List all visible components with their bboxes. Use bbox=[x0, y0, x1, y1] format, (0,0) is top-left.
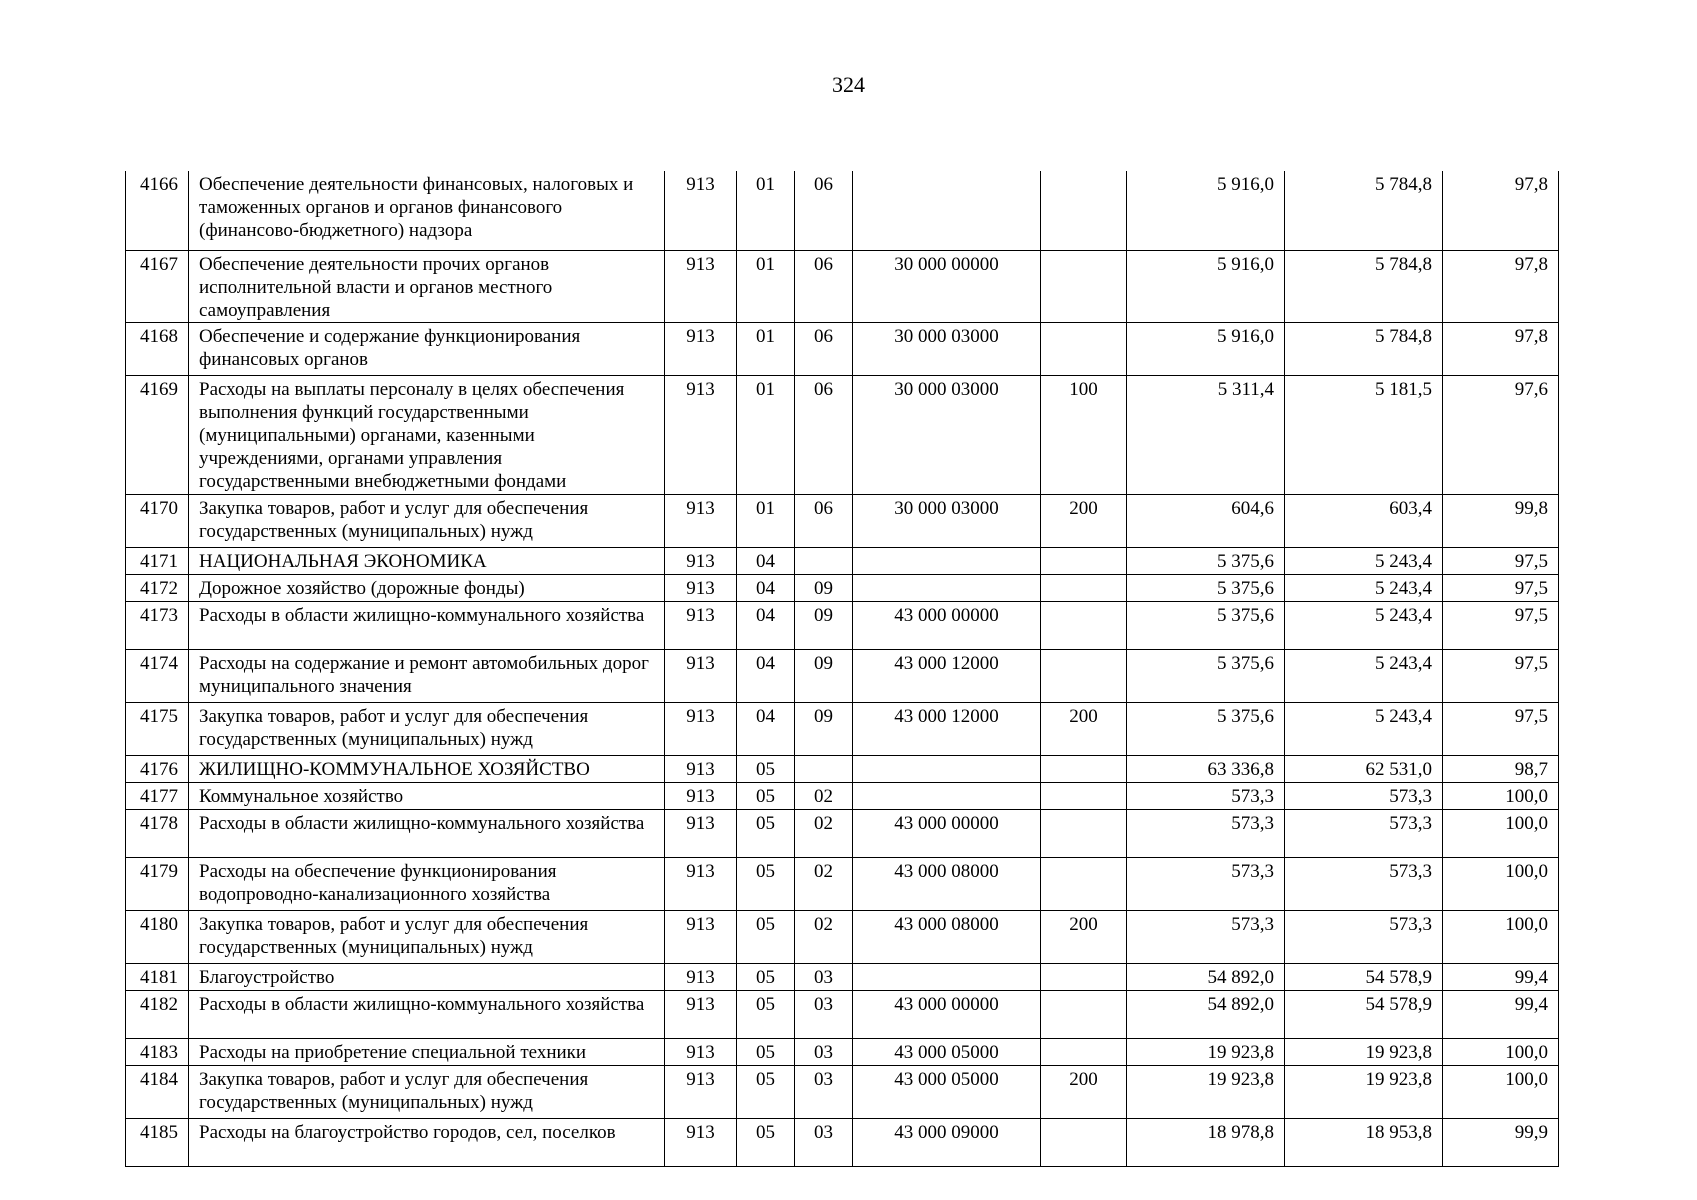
table-row bbox=[126, 1038, 1559, 1065]
row-number-cell: 4174 bbox=[126, 649, 189, 702]
target-item-code-cell: 43 000 12000 bbox=[853, 649, 1041, 702]
table-row bbox=[126, 910, 1559, 963]
target-item-code-cell: 43 000 00000 bbox=[853, 601, 1041, 649]
subsection-code-cell: 02 bbox=[795, 857, 853, 910]
row-number-cell: 4176 bbox=[126, 755, 189, 782]
subsection-code-cell: 06 bbox=[795, 322, 853, 375]
department-code-cell: 913 bbox=[665, 494, 737, 547]
executed-amount-cell: 19 923,8 bbox=[1285, 1038, 1443, 1065]
planned-amount-cell: 5 311,4 bbox=[1127, 375, 1285, 494]
target-item-code-cell: 43 000 12000 bbox=[853, 702, 1041, 755]
row-number-cell: 4183 bbox=[126, 1038, 189, 1065]
department-code-cell: 913 bbox=[665, 809, 737, 857]
department-code-cell: 913 bbox=[665, 250, 737, 322]
table-row bbox=[126, 574, 1559, 601]
planned-amount-cell: 5 375,6 bbox=[1127, 649, 1285, 702]
executed-amount-cell: 573,3 bbox=[1285, 809, 1443, 857]
section-code-cell: 05 bbox=[737, 990, 795, 1038]
execution-percent-cell: 100,0 bbox=[1443, 782, 1559, 809]
item-name-cell: Закупка товаров, работ и услуг для обеспечения государственных (муниципальных) нужд bbox=[189, 702, 665, 755]
subsection-code-cell: 03 bbox=[795, 963, 853, 990]
planned-amount-cell: 5 916,0 bbox=[1127, 322, 1285, 375]
expense-type-code-cell bbox=[1041, 649, 1127, 702]
subsection-code-cell: 09 bbox=[795, 601, 853, 649]
section-code-cell: 01 bbox=[737, 375, 795, 494]
subsection-code-cell: 06 bbox=[795, 494, 853, 547]
section-code-cell: 05 bbox=[737, 782, 795, 809]
subsection-code-cell: 09 bbox=[795, 574, 853, 601]
department-code-cell: 913 bbox=[665, 1038, 737, 1065]
execution-percent-cell: 97,8 bbox=[1443, 171, 1559, 250]
table-row bbox=[126, 1118, 1559, 1166]
section-code-cell: 05 bbox=[737, 1118, 795, 1166]
item-name-cell: Расходы в области жилищно-коммунального хозяйства bbox=[189, 809, 665, 857]
section-code-cell: 01 bbox=[737, 171, 795, 250]
execution-percent-cell: 97,5 bbox=[1443, 547, 1559, 574]
department-code-cell: 913 bbox=[665, 375, 737, 494]
target-item-code-cell bbox=[853, 171, 1041, 250]
target-item-code-cell: 30 000 00000 bbox=[853, 250, 1041, 322]
item-name-cell: НАЦИОНАЛЬНАЯ ЭКОНОМИКА bbox=[189, 547, 665, 574]
planned-amount-cell: 604,6 bbox=[1127, 494, 1285, 547]
executed-amount-cell: 5 784,8 bbox=[1285, 250, 1443, 322]
target-item-code-cell: 30 000 03000 bbox=[853, 375, 1041, 494]
budget-table bbox=[125, 171, 1559, 1167]
department-code-cell: 913 bbox=[665, 782, 737, 809]
executed-amount-cell: 5 243,4 bbox=[1285, 601, 1443, 649]
planned-amount-cell: 5 916,0 bbox=[1127, 250, 1285, 322]
table-row bbox=[126, 857, 1559, 910]
target-item-code-cell bbox=[853, 782, 1041, 809]
planned-amount-cell: 19 923,8 bbox=[1127, 1065, 1285, 1118]
execution-percent-cell: 97,5 bbox=[1443, 649, 1559, 702]
execution-percent-cell: 99,9 bbox=[1443, 1118, 1559, 1166]
target-item-code-cell: 43 000 05000 bbox=[853, 1065, 1041, 1118]
section-code-cell: 01 bbox=[737, 494, 795, 547]
execution-percent-cell: 97,5 bbox=[1443, 702, 1559, 755]
item-name-cell: Расходы в области жилищно-коммунального хозяйства bbox=[189, 601, 665, 649]
department-code-cell: 913 bbox=[665, 963, 737, 990]
table-row bbox=[126, 601, 1559, 649]
executed-amount-cell: 5 243,4 bbox=[1285, 547, 1443, 574]
subsection-code-cell: 03 bbox=[795, 990, 853, 1038]
item-name-cell: ЖИЛИЩНО-КОММУНАЛЬНОЕ ХОЗЯЙСТВО bbox=[189, 755, 665, 782]
table-row bbox=[126, 171, 1559, 250]
section-code-cell: 05 bbox=[737, 963, 795, 990]
table-body bbox=[126, 171, 1559, 1166]
target-item-code-cell: 43 000 00000 bbox=[853, 990, 1041, 1038]
planned-amount-cell: 5 916,0 bbox=[1127, 171, 1285, 250]
section-code-cell: 05 bbox=[737, 809, 795, 857]
target-item-code-cell bbox=[853, 574, 1041, 601]
execution-percent-cell: 100,0 bbox=[1443, 1038, 1559, 1065]
section-code-cell: 05 bbox=[737, 857, 795, 910]
table-row bbox=[126, 322, 1559, 375]
subsection-code-cell: 06 bbox=[795, 375, 853, 494]
planned-amount-cell: 18 978,8 bbox=[1127, 1118, 1285, 1166]
row-number-cell: 4180 bbox=[126, 910, 189, 963]
expense-type-code-cell bbox=[1041, 963, 1127, 990]
item-name-cell: Обеспечение деятельности финансовых, налоговых и таможенных органов и органов финансового (финансово-бюджетного) надзора bbox=[189, 171, 665, 250]
expense-type-code-cell: 200 bbox=[1041, 702, 1127, 755]
section-code-cell: 04 bbox=[737, 702, 795, 755]
subsection-code-cell: 03 bbox=[795, 1038, 853, 1065]
expense-type-code-cell: 200 bbox=[1041, 910, 1127, 963]
executed-amount-cell: 5 243,4 bbox=[1285, 649, 1443, 702]
execution-percent-cell: 99,4 bbox=[1443, 990, 1559, 1038]
item-name-cell: Благоустройство bbox=[189, 963, 665, 990]
executed-amount-cell: 5 784,8 bbox=[1285, 322, 1443, 375]
planned-amount-cell: 573,3 bbox=[1127, 910, 1285, 963]
item-name-cell: Закупка товаров, работ и услуг для обеспечения государственных (муниципальных) нужд bbox=[189, 910, 665, 963]
target-item-code-cell: 43 000 05000 bbox=[853, 1038, 1041, 1065]
row-number-cell: 4171 bbox=[126, 547, 189, 574]
subsection-code-cell: 03 bbox=[795, 1065, 853, 1118]
section-code-cell: 04 bbox=[737, 574, 795, 601]
planned-amount-cell: 5 375,6 bbox=[1127, 702, 1285, 755]
section-code-cell: 04 bbox=[737, 601, 795, 649]
subsection-code-cell: 06 bbox=[795, 250, 853, 322]
table-row bbox=[126, 494, 1559, 547]
expense-type-code-cell bbox=[1041, 857, 1127, 910]
target-item-code-cell bbox=[853, 755, 1041, 782]
target-item-code-cell: 43 000 00000 bbox=[853, 809, 1041, 857]
table-row bbox=[126, 250, 1559, 322]
expense-type-code-cell bbox=[1041, 547, 1127, 574]
row-number-cell: 4179 bbox=[126, 857, 189, 910]
execution-percent-cell: 100,0 bbox=[1443, 809, 1559, 857]
department-code-cell: 913 bbox=[665, 702, 737, 755]
planned-amount-cell: 54 892,0 bbox=[1127, 963, 1285, 990]
row-number-cell: 4166 bbox=[126, 171, 189, 250]
row-number-cell: 4182 bbox=[126, 990, 189, 1038]
expense-type-code-cell bbox=[1041, 1118, 1127, 1166]
department-code-cell: 913 bbox=[665, 857, 737, 910]
planned-amount-cell: 54 892,0 bbox=[1127, 990, 1285, 1038]
planned-amount-cell: 573,3 bbox=[1127, 809, 1285, 857]
expense-type-code-cell bbox=[1041, 250, 1127, 322]
department-code-cell: 913 bbox=[665, 547, 737, 574]
execution-percent-cell: 100,0 bbox=[1443, 857, 1559, 910]
expense-type-code-cell: 100 bbox=[1041, 375, 1127, 494]
subsection-code-cell: 03 bbox=[795, 1118, 853, 1166]
row-number-cell: 4168 bbox=[126, 322, 189, 375]
item-name-cell: Дорожное хозяйство (дорожные фонды) bbox=[189, 574, 665, 601]
execution-percent-cell: 97,8 bbox=[1443, 322, 1559, 375]
department-code-cell: 913 bbox=[665, 601, 737, 649]
section-code-cell: 01 bbox=[737, 322, 795, 375]
subsection-code-cell: 09 bbox=[795, 649, 853, 702]
target-item-code-cell: 30 000 03000 bbox=[853, 494, 1041, 547]
target-item-code-cell: 43 000 08000 bbox=[853, 857, 1041, 910]
subsection-code-cell bbox=[795, 755, 853, 782]
execution-percent-cell: 99,8 bbox=[1443, 494, 1559, 547]
item-name-cell: Расходы на выплаты персоналу в целях обеспечения выполнения функций государственными (муниципальными) органами, казенными учреждениями, органами управления государственными внебюджетными фондами bbox=[189, 375, 665, 494]
table-row bbox=[126, 755, 1559, 782]
target-item-code-cell bbox=[853, 963, 1041, 990]
row-number-cell: 4181 bbox=[126, 963, 189, 990]
item-name-cell: Расходы на обеспечение функционирования водопроводно-канализационного хозяйства bbox=[189, 857, 665, 910]
planned-amount-cell: 573,3 bbox=[1127, 782, 1285, 809]
table-row bbox=[126, 809, 1559, 857]
planned-amount-cell: 19 923,8 bbox=[1127, 1038, 1285, 1065]
subsection-code-cell: 09 bbox=[795, 702, 853, 755]
execution-percent-cell: 97,5 bbox=[1443, 574, 1559, 601]
department-code-cell: 913 bbox=[665, 322, 737, 375]
department-code-cell: 913 bbox=[665, 1065, 737, 1118]
row-number-cell: 4173 bbox=[126, 601, 189, 649]
planned-amount-cell: 5 375,6 bbox=[1127, 574, 1285, 601]
executed-amount-cell: 18 953,8 bbox=[1285, 1118, 1443, 1166]
expense-type-code-cell bbox=[1041, 1038, 1127, 1065]
department-code-cell: 913 bbox=[665, 910, 737, 963]
department-code-cell: 913 bbox=[665, 990, 737, 1038]
subsection-code-cell: 02 bbox=[795, 809, 853, 857]
expense-type-code-cell: 200 bbox=[1041, 494, 1127, 547]
item-name-cell: Расходы на благоустройство городов, сел, поселков bbox=[189, 1118, 665, 1166]
table-row bbox=[126, 963, 1559, 990]
planned-amount-cell: 5 375,6 bbox=[1127, 547, 1285, 574]
section-code-cell: 04 bbox=[737, 547, 795, 574]
execution-percent-cell: 97,6 bbox=[1443, 375, 1559, 494]
executed-amount-cell: 573,3 bbox=[1285, 910, 1443, 963]
item-name-cell: Расходы на приобретение специальной техники bbox=[189, 1038, 665, 1065]
planned-amount-cell: 63 336,8 bbox=[1127, 755, 1285, 782]
execution-percent-cell: 100,0 bbox=[1443, 1065, 1559, 1118]
table-row bbox=[126, 782, 1559, 809]
executed-amount-cell: 54 578,9 bbox=[1285, 963, 1443, 990]
department-code-cell: 913 bbox=[665, 171, 737, 250]
table-row bbox=[126, 547, 1559, 574]
row-number-cell: 4169 bbox=[126, 375, 189, 494]
expense-type-code-cell bbox=[1041, 755, 1127, 782]
target-item-code-cell: 30 000 03000 bbox=[853, 322, 1041, 375]
table-row bbox=[126, 375, 1559, 494]
executed-amount-cell: 603,4 bbox=[1285, 494, 1443, 547]
expense-type-code-cell bbox=[1041, 809, 1127, 857]
item-name-cell: Коммунальное хозяйство bbox=[189, 782, 665, 809]
execution-percent-cell: 97,8 bbox=[1443, 250, 1559, 322]
department-code-cell: 913 bbox=[665, 755, 737, 782]
section-code-cell: 05 bbox=[737, 1038, 795, 1065]
department-code-cell: 913 bbox=[665, 574, 737, 601]
department-code-cell: 913 bbox=[665, 649, 737, 702]
item-name-cell: Обеспечение и содержание функционирования финансовых органов bbox=[189, 322, 665, 375]
executed-amount-cell: 573,3 bbox=[1285, 857, 1443, 910]
table-row bbox=[126, 990, 1559, 1038]
item-name-cell: Закупка товаров, работ и услуг для обеспечения государственных (муниципальных) нужд bbox=[189, 1065, 665, 1118]
executed-amount-cell: 5 243,4 bbox=[1285, 702, 1443, 755]
executed-amount-cell: 5 181,5 bbox=[1285, 375, 1443, 494]
table-row bbox=[126, 649, 1559, 702]
subsection-code-cell: 06 bbox=[795, 171, 853, 250]
row-number-cell: 4167 bbox=[126, 250, 189, 322]
executed-amount-cell: 573,3 bbox=[1285, 782, 1443, 809]
section-code-cell: 05 bbox=[737, 910, 795, 963]
table-row bbox=[126, 1065, 1559, 1118]
section-code-cell: 05 bbox=[737, 1065, 795, 1118]
target-item-code-cell: 43 000 08000 bbox=[853, 910, 1041, 963]
subsection-code-cell: 02 bbox=[795, 910, 853, 963]
planned-amount-cell: 5 375,6 bbox=[1127, 601, 1285, 649]
target-item-code-cell bbox=[853, 547, 1041, 574]
section-code-cell: 04 bbox=[737, 649, 795, 702]
row-number-cell: 4178 bbox=[126, 809, 189, 857]
section-code-cell: 05 bbox=[737, 755, 795, 782]
executed-amount-cell: 19 923,8 bbox=[1285, 1065, 1443, 1118]
expense-type-code-cell bbox=[1041, 322, 1127, 375]
row-number-cell: 4185 bbox=[126, 1118, 189, 1166]
expense-type-code-cell bbox=[1041, 601, 1127, 649]
expense-type-code-cell bbox=[1041, 574, 1127, 601]
expense-type-code-cell bbox=[1041, 171, 1127, 250]
row-number-cell: 4177 bbox=[126, 782, 189, 809]
section-code-cell: 01 bbox=[737, 250, 795, 322]
target-item-code-cell: 43 000 09000 bbox=[853, 1118, 1041, 1166]
subsection-code-cell: 02 bbox=[795, 782, 853, 809]
department-code-cell: 913 bbox=[665, 1118, 737, 1166]
subsection-code-cell bbox=[795, 547, 853, 574]
planned-amount-cell: 573,3 bbox=[1127, 857, 1285, 910]
item-name-cell: Расходы на содержание и ремонт автомобильных дорог муниципального значения bbox=[189, 649, 665, 702]
row-number-cell: 4172 bbox=[126, 574, 189, 601]
execution-percent-cell: 100,0 bbox=[1443, 910, 1559, 963]
expense-type-code-cell bbox=[1041, 990, 1127, 1038]
item-name-cell: Закупка товаров, работ и услуг для обеспечения государственных (муниципальных) нужд bbox=[189, 494, 665, 547]
item-name-cell: Обеспечение деятельности прочих органов исполнительной власти и органов местного самоуправления bbox=[189, 250, 665, 322]
execution-percent-cell: 98,7 bbox=[1443, 755, 1559, 782]
table-row bbox=[126, 702, 1559, 755]
executed-amount-cell: 54 578,9 bbox=[1285, 990, 1443, 1038]
expense-type-code-cell bbox=[1041, 782, 1127, 809]
executed-amount-cell: 5 784,8 bbox=[1285, 171, 1443, 250]
item-name-cell: Расходы в области жилищно-коммунального хозяйства bbox=[189, 990, 665, 1038]
execution-percent-cell: 99,4 bbox=[1443, 963, 1559, 990]
page-number: 324 bbox=[832, 72, 865, 97]
row-number-cell: 4175 bbox=[126, 702, 189, 755]
execution-percent-cell: 97,5 bbox=[1443, 601, 1559, 649]
row-number-cell: 4184 bbox=[126, 1065, 189, 1118]
expense-type-code-cell: 200 bbox=[1041, 1065, 1127, 1118]
executed-amount-cell: 62 531,0 bbox=[1285, 755, 1443, 782]
row-number-cell: 4170 bbox=[126, 494, 189, 547]
executed-amount-cell: 5 243,4 bbox=[1285, 574, 1443, 601]
